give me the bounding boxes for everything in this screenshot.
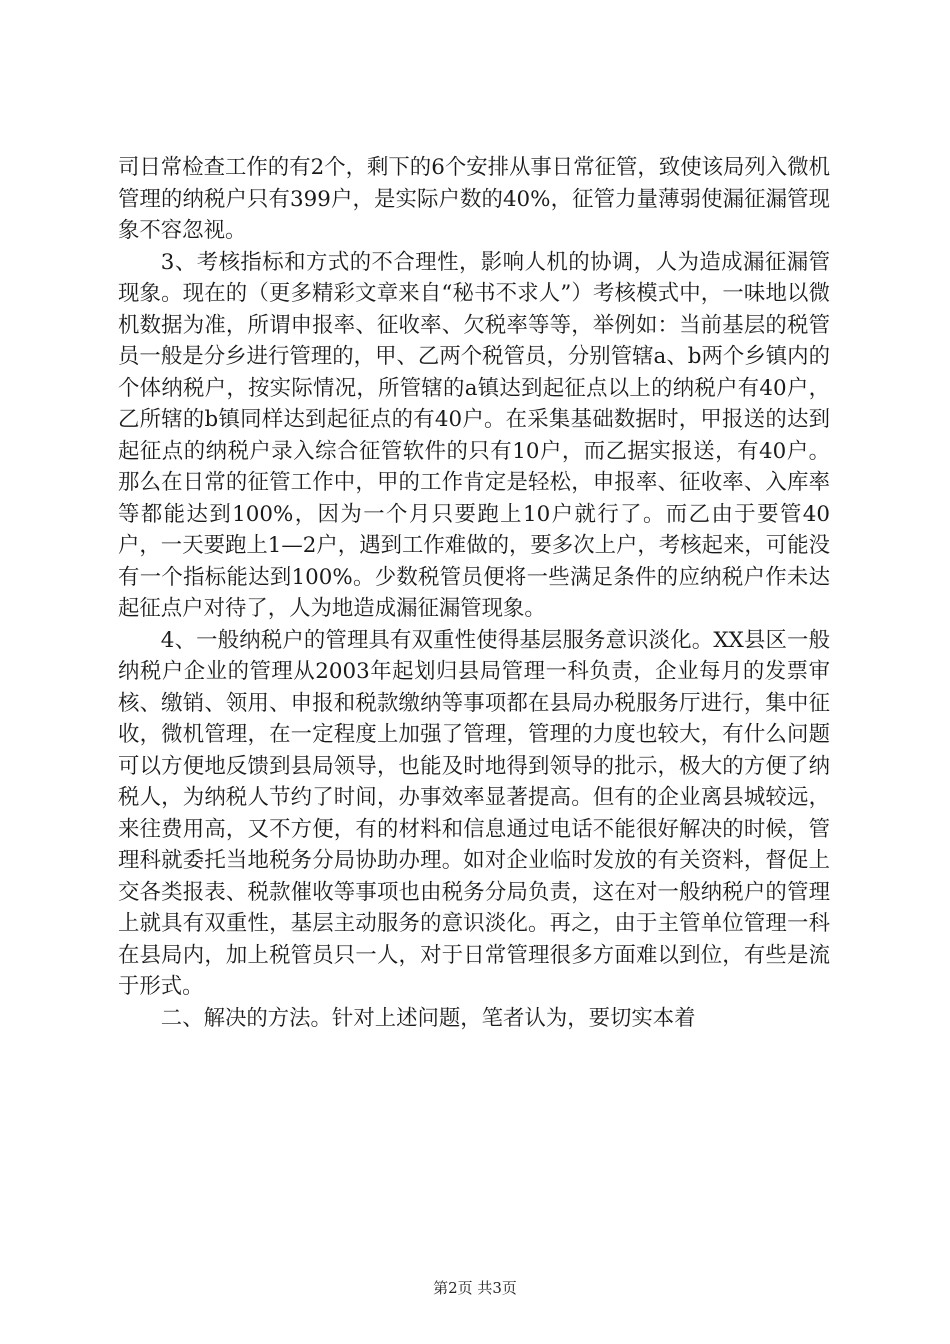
paragraph-point-3: 3、考核指标和方式的不合理性，影响人机的协调，人为造成漏征漏管现象。现在的（更多精彩文章来自“秘书不求人”）考核模式中，一味地以微机数据为准，所谓申报率、征收率、欠税率等等，举例如：当前基层的税管员一般是分乡进行管理的，甲、乙两个税管员，分别管辖a、b两个乡镇内的个体纳税户，按实际情况，所管辖的a镇达到起征点以上的纳税户有40户，乙所辖的b镇同样达到起征点的有40户。在采集基础数据时，甲报送的达到起征点的纳税户录入综合征管软件的只有10户，而乙据实报送，有40户。那么在日常的征管工作中，甲的工作肯定是轻松，申报率、征收率、入库率等都能达到100%，因为一个月只要跑上10户就行了。而乙由于要管40户，一天要跑上1—2户，遇到工作难做的，要多次上户，考核起来，可能没有一个指标能达到100%。少数税管员便将一些满足条件的应纳税户作未达起征点户对待了，人为地造成漏征漏管现象。: [118, 249, 830, 621]
paragraph-continuation: 司日常检查工作的有2个，剩下的6个安排从事日常征管，致使该局列入微机管理的纳税户只有399户，是实际户数的40%，征管力量薄弱使漏征漏管现象不容忽视。: [118, 155, 830, 243]
document-body: [118, 152, 830, 1034]
paragraph-point-4: 4、一般纳税户的管理具有双重性使得基层服务意识淡化。XX县区一般纳税户企业的管理从2003年起划归县局管理一科负责，企业每月的发票审核、缴销、领用、申报和税款缴纳等事项都在县局办税服务厅进行，集中征收，微机管理，在一定程度上加强了管理，管理的力度也较大，有什么问题可以方便地反馈到县局领导，也能及时地得到领导的批示，极大的方便了纳税人，为纳税人节约了时间，办事效率显著提高。但有的企业离县城较远，来往费用高，又不方便，有的材料和信息通过电话不能很好解决的时候，管理科就委托当地税务分局协助办理。如对企业临时发放的有关资料，督促上交各类报表、税款催收等事项也由税务分局负责，这在对一般纳税户的管理上就具有双重性，基层主动服务的意识淡化。再之，由于主管单位管理一科在县局内，加上税管员只一人，对于日常管理很多方面难以到位，有些是流于形式。: [118, 627, 830, 999]
paragraph-section-2: 二、解决的方法。针对上述问题，笔者认为，要切实本着: [160, 1005, 696, 1031]
page-footer: 第2页 共3页: [433, 1279, 517, 1297]
